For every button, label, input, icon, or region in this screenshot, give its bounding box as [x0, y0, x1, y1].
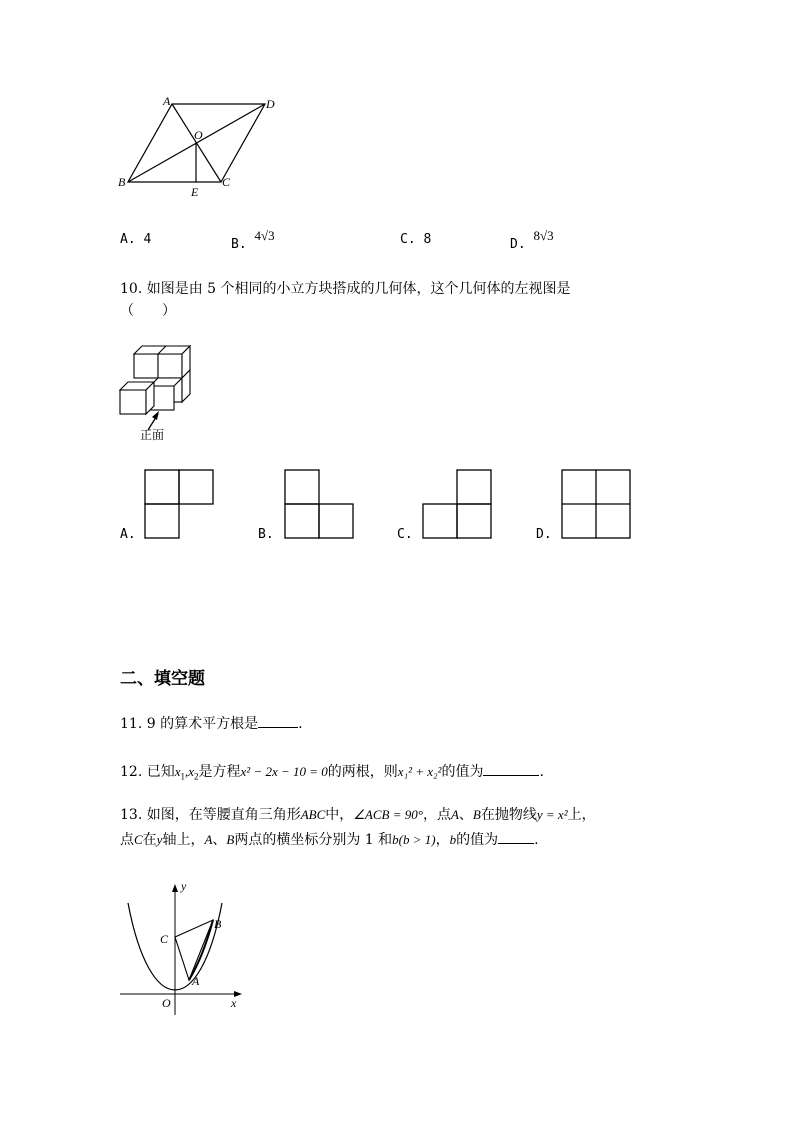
b-condition: b(b > 1)	[392, 832, 436, 847]
option-c-view	[423, 470, 491, 538]
option-b-view	[285, 470, 353, 538]
roots-x1-x2: $x_1,x_2$	[174, 764, 199, 782]
q9-option-c	[400, 232, 431, 247]
label-b: B	[118, 175, 126, 189]
option-letter: D.	[510, 237, 526, 252]
label-d: D	[266, 97, 275, 111]
answer-blank[interactable]	[483, 761, 539, 776]
option-a-view	[145, 470, 213, 538]
question-number: 10.	[120, 281, 143, 297]
q9-option-b	[231, 228, 275, 252]
option-value: 8	[423, 232, 432, 247]
label-a: A	[192, 974, 200, 988]
q13-question-line1: 13. 如图，在等腰直角三角形ABC中，∠ACB = 90°，点A、B在抛物线y = x²上，	[120, 807, 596, 823]
label-b: B	[214, 917, 222, 931]
answer-blank[interactable]	[498, 829, 534, 844]
label-e: E	[191, 185, 199, 199]
label-c: C	[222, 175, 231, 189]
front-label: 正面	[140, 428, 165, 442]
equation: x² − 2x − 10 = 0	[240, 764, 328, 779]
q10-option-b-label: B.	[258, 527, 274, 542]
cube-back-top-right	[158, 354, 182, 378]
label-a: A	[163, 94, 171, 108]
cube-back-top-left	[134, 354, 158, 378]
label-o: O	[162, 996, 171, 1010]
q9-option-a	[120, 232, 151, 247]
question-number: 11.	[120, 716, 143, 732]
q9-option-d	[510, 228, 554, 252]
section-title: 二、填空题	[120, 669, 205, 689]
right-angle-condition: ∠ACB = 90°	[353, 807, 423, 822]
q11-question: 11. 9 的算术平方根是 .	[120, 713, 303, 734]
front-arrow-head	[152, 411, 159, 420]
option-letter: A.	[120, 232, 136, 247]
option-value: 4√3	[254, 228, 275, 243]
q13-question-line2: 点C在y轴上，A、B两点的横坐标分别为 1 和b(b > 1)，b的值为 .	[120, 829, 539, 850]
question-text: 9 的算术平方根是	[146, 716, 259, 732]
answer-blank[interactable]	[258, 713, 298, 728]
parabola-equation: y = x²	[536, 807, 568, 822]
q10-question	[120, 279, 571, 299]
option-d-view	[562, 470, 630, 538]
q9-parallelogram-figure	[110, 92, 290, 202]
q10-option-a-label: A.	[120, 527, 136, 542]
option-value: 8√3	[533, 228, 554, 243]
q10-cubes-figure	[112, 340, 202, 445]
q13-parabola-figure	[110, 875, 250, 1025]
label-o: O	[194, 128, 203, 142]
expression: x₁² + x₂²	[397, 764, 442, 779]
q10-options-figure	[110, 465, 650, 550]
option-letter: C.	[400, 232, 416, 247]
option-value: 4	[143, 232, 152, 247]
question-text: 如图是由 5 个相同的小立方块搭成的几何体，这个几何体的左视图是	[146, 281, 571, 297]
q10-option-d-label: D.	[536, 527, 552, 542]
label-c: C	[160, 932, 169, 946]
question-number: 13.	[120, 807, 143, 823]
label-x: x	[231, 996, 237, 1010]
q10-answer-paren: （ ）	[120, 303, 176, 319]
option-letter: B.	[231, 237, 247, 252]
y-axis-arrow	[172, 884, 178, 892]
label-y: y	[181, 879, 187, 893]
q12-question: 12. 已知$x_1,x_2$是方程x² − 2x − 10 = 0的两根，则x₁² + x₂²的值为 .	[120, 761, 544, 787]
cube-front-left	[120, 390, 146, 414]
q10-option-c-label: C.	[397, 527, 413, 542]
question-number: 12.	[120, 764, 143, 780]
